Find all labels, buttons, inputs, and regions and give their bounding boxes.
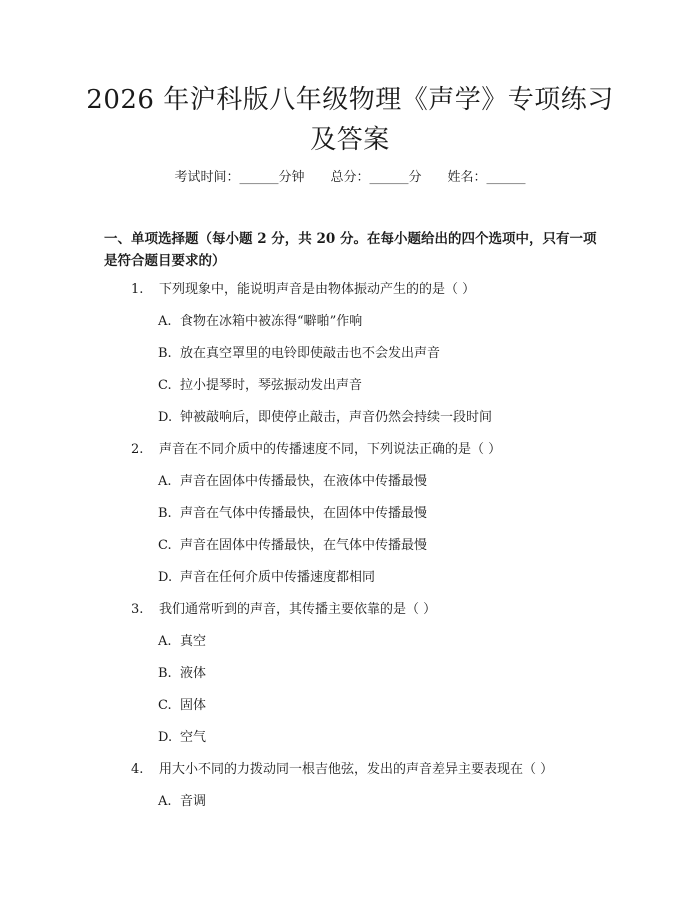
option-label: C. [158,538,172,553]
question-2-option-b [158,504,427,524]
title-line-2: 及答案 [310,125,390,155]
question-3-option-b [158,664,206,684]
option-text: 声音在任何介质中传播速度都相同 [180,570,376,585]
option-label: A. [158,314,172,329]
option-label: D. [158,410,173,425]
option-text: 拉小提琴时，琴弦振动发出声音 [180,378,363,393]
question-1-option-d [158,408,492,428]
option-label: C. [158,698,172,713]
time-label: 考试时间： [174,170,240,185]
section-heading [104,228,600,272]
question-number: 1. [131,282,144,297]
option-text: 食物在冰箱中被冻得“噼啪”作响 [180,314,363,329]
option-text: 固体 [180,698,207,713]
option-label: C. [158,378,172,393]
option-text: 液体 [180,666,207,681]
option-text: 钟被敲响后，即使停止敲击，声音仍然会持续一段时间 [180,410,493,425]
question-1-option-a [158,312,362,332]
option-label: A. [158,634,172,649]
question-1-option-c [158,376,362,396]
option-text: 空气 [180,730,207,745]
question-text: 我们通常听到的声音，其传播主要依靠的是（ ） [159,602,437,617]
question-number: 3. [131,602,144,617]
question-number: 2. [131,442,144,457]
option-text: 声音在固体中传播最快，在液体中传播最慢 [180,474,428,489]
question-3-option-a [158,632,206,652]
option-text: 放在真空罩里的电铃即使敲击也不会发出声音 [180,346,441,361]
section-heading-line-2: 是符合题目要求的） [104,253,226,269]
option-label: A. [158,474,172,489]
question-3 [131,600,436,620]
score-blank: ______ [369,170,409,185]
document-title [0,80,700,160]
time-blank: ______ [239,170,279,185]
question-4 [131,760,553,780]
option-label: B. [158,346,172,361]
option-label: A. [158,794,172,809]
option-label: D. [158,730,173,745]
question-number: 4. [131,762,144,777]
question-1-option-b [158,344,440,364]
question-4-option-a [158,792,206,812]
question-text: 下列现象中，能说明声音是由物体振动产生的的是（ ） [159,282,476,297]
option-text: 声音在固体中传播最快，在气体中传播最慢 [180,538,428,553]
name-label: 姓名： [447,170,487,185]
question-3-option-c [158,696,206,716]
title-line-1: 2026 年沪科版八年级物理《声学》专项练习 [86,85,614,115]
question-2-option-d [158,568,375,588]
question-2-option-c [158,536,427,556]
question-2 [131,440,501,460]
option-text: 音调 [180,794,207,809]
option-label: B. [158,666,172,681]
name-blank: ______ [486,170,526,185]
option-text: 真空 [180,634,207,649]
score-label: 总分： [330,170,370,185]
question-text: 用大小不同的力拨动同一根吉他弦，发出的声音差异主要表现在（ ） [159,762,554,777]
exam-info-line [0,168,700,188]
time-unit: 分钟 [278,170,305,185]
section-heading-line-1: 一、单项选择题（每小题 2 分，共 20 分。在每小题给出的四个选项中，只有一项 [104,231,597,247]
question-3-option-d [158,728,206,748]
option-text: 声音在气体中传播最快，在固体中传播最慢 [180,506,428,521]
question-text: 声音在不同介质中的传播速度不同，下列说法正确的是（ ） [159,442,502,457]
option-label: D. [158,570,173,585]
score-unit: 分 [408,170,422,185]
question-1 [131,280,475,300]
question-2-option-a [158,472,427,492]
option-label: B. [158,506,172,521]
